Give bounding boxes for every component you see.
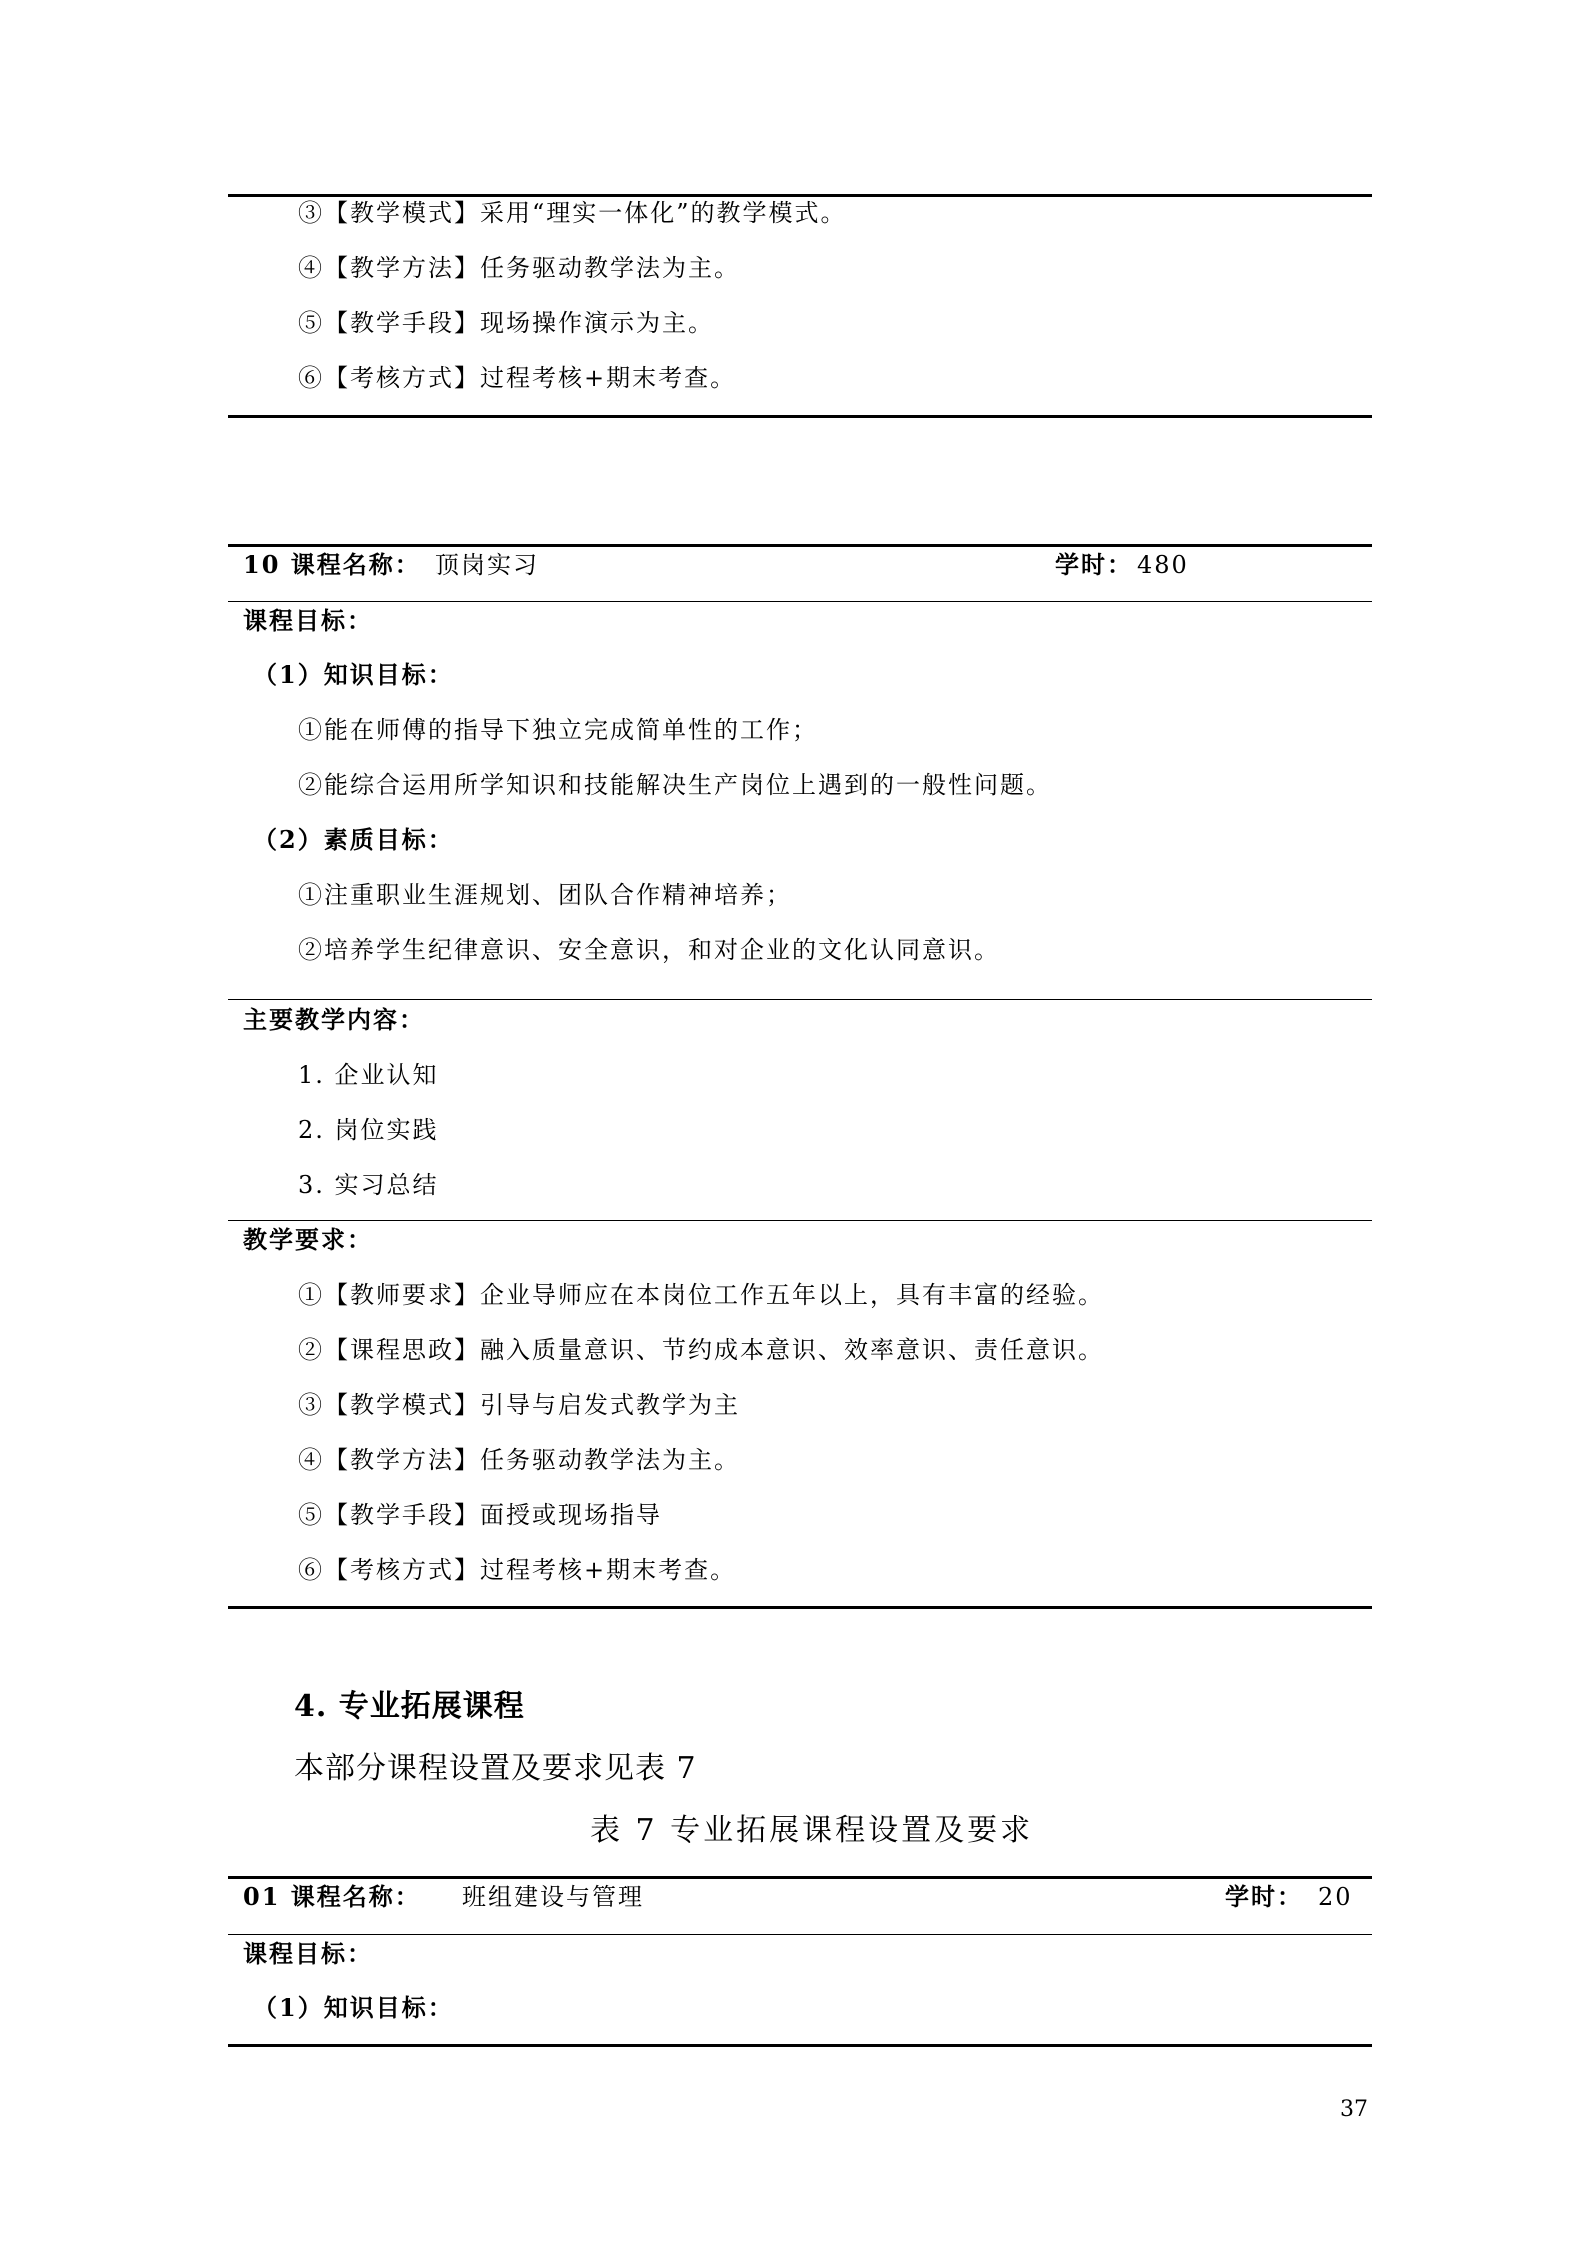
list-item: ⑤【教学手段】现场操作演示为主。 xyxy=(298,309,714,337)
row-divider xyxy=(228,1934,1372,1935)
list-item: ③【教学模式】引导与启发式教学为主 xyxy=(298,1391,740,1419)
row-divider xyxy=(228,1220,1372,1221)
course-name-label: 10 课程名称： xyxy=(243,550,421,579)
table-bottom-rule xyxy=(228,2044,1372,2047)
goals-label: 课程目标： xyxy=(243,1939,373,1968)
table-top-rule xyxy=(228,1876,1372,1879)
list-item: ②能综合运用所学知识和技能解决生产岗位上遇到的一般性问题。 xyxy=(298,771,1052,799)
table-top-rule xyxy=(228,194,1372,197)
course-name: 顶岗实习 xyxy=(435,551,539,579)
table-bottom-rule xyxy=(228,415,1372,418)
goals-label: 课程目标： xyxy=(243,606,373,635)
content-label: 主要教学内容： xyxy=(243,1005,425,1034)
row-divider xyxy=(228,999,1372,1000)
course-hours: 20 xyxy=(1318,1883,1353,1911)
list-item: ⑤【教学手段】面授或现场指导 xyxy=(298,1501,662,1529)
row-divider xyxy=(228,601,1372,602)
table-top-rule xyxy=(228,544,1372,547)
list-item: ③【教学模式】采用“理实一体化”的教学模式。 xyxy=(298,199,847,227)
page-number: 37 xyxy=(1340,2097,1368,2122)
section-heading: 4. 专业拓展课程 xyxy=(294,1689,525,1724)
table-bottom-rule xyxy=(228,1606,1372,1609)
course-name: 班组建设与管理 xyxy=(462,1883,644,1911)
list-item: 1. 企业认知 xyxy=(298,1061,439,1089)
quality-label: （2）素质目标： xyxy=(253,825,454,854)
list-item: ②【课程思政】融入质量意识、节约成本意识、效率意识、责任意识。 xyxy=(298,1336,1104,1364)
list-item: ①注重职业生涯规划、团队合作精神培养； xyxy=(298,881,792,909)
course-hours-label: 学时： xyxy=(1225,1882,1303,1911)
section-intro: 本部分课程设置及要求见表 7 xyxy=(294,1751,697,1786)
table-caption: 表 7 专业拓展课程设置及要求 xyxy=(590,1813,1034,1848)
list-item: ②培养学生纪律意识、安全意识，和对企业的文化认同意识。 xyxy=(298,936,1000,964)
list-item: ⑥【考核方式】过程考核+期末考查。 xyxy=(298,364,737,392)
list-item: ④【教学方法】任务驱动教学法为主。 xyxy=(298,1446,740,1474)
list-item: ①能在师傅的指导下独立完成简单性的工作； xyxy=(298,716,818,744)
course-name-label: 01 课程名称： xyxy=(243,1882,421,1911)
requirements-label: 教学要求： xyxy=(243,1225,373,1254)
list-item: ①【教师要求】企业导师应在本岗位工作五年以上，具有丰富的经验。 xyxy=(298,1281,1104,1309)
course-hours: 480 xyxy=(1137,551,1189,579)
knowledge-label: （1）知识目标： xyxy=(253,1993,454,2022)
list-item: ⑥【考核方式】过程考核+期末考查。 xyxy=(298,1556,737,1584)
list-item: ④【教学方法】任务驱动教学法为主。 xyxy=(298,254,740,282)
list-item: 2. 岗位实践 xyxy=(298,1116,439,1144)
course-hours-label: 学时： xyxy=(1055,550,1133,579)
list-item: 3. 实习总结 xyxy=(298,1171,439,1199)
knowledge-label: （1）知识目标： xyxy=(253,660,454,689)
